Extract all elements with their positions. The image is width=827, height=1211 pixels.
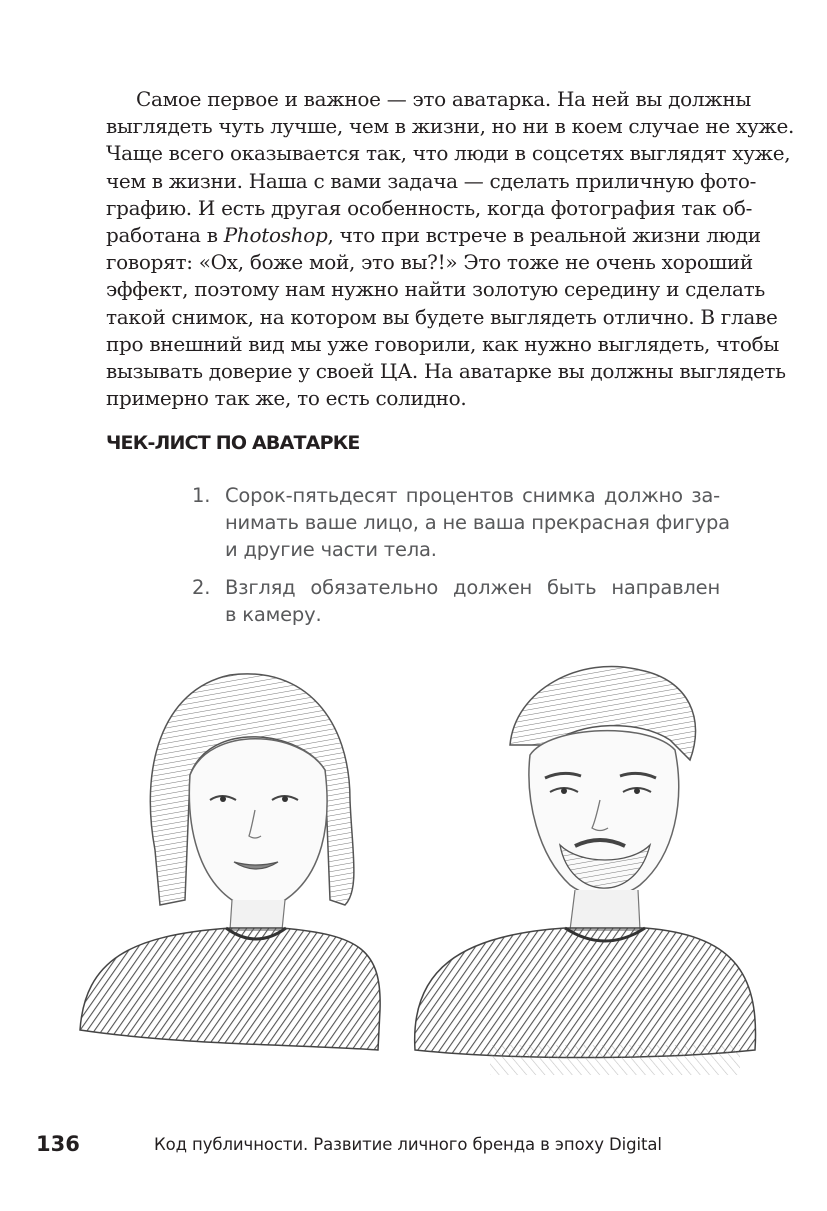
man-portrait: [415, 667, 756, 1075]
paragraph-line: Чаще всего оказывается так, что люди в соцсетях выглядят хуже,: [106, 141, 791, 166]
paragraph-line: вызывать доверие у своей ЦА. На аватарке вы должны выглядеть: [106, 359, 786, 384]
checklist: [192, 482, 730, 639]
man-pupil-right: [634, 788, 640, 794]
list-item-line: Сорок-пятьдесят процентов снимка должно за-: [225, 484, 720, 507]
paragraph-line: говорят: «Ох, боже мой, это вы?!» Это тоже не очень хороший: [106, 250, 753, 275]
body-paragraph: [106, 86, 795, 412]
paragraph-fragment: , что при встрече в реальной жизни люди: [327, 223, 761, 248]
portrait-sketch-illustration: [60, 650, 760, 1090]
list-item-line: и другие части тела.: [225, 538, 437, 561]
woman-neck: [230, 900, 285, 930]
page-number: 136: [36, 1132, 80, 1156]
paragraph-line: выглядеть чуть лучше, чем в жизни, но ни в коем случае не хуже.: [106, 114, 795, 139]
paragraph-line: графию. И есть другая особенность, когда фотография так об-: [106, 195, 753, 220]
checklist-heading: ЧЕК-ЛИСТ ПО АВАТАРКЕ: [106, 432, 360, 454]
woman-sweater: [80, 928, 380, 1050]
paragraph-line: Самое первое и важное — это аватарка. На ней вы должны: [136, 87, 751, 111]
man-pupil-left: [561, 788, 567, 794]
man-shirt: [415, 928, 756, 1058]
paragraph-line-mixed: [106, 222, 761, 249]
paragraph-line: примерно так же, то есть солидно.: [106, 386, 467, 411]
woman-pupil-right: [282, 796, 288, 802]
paragraph-line: про внешний вид мы уже говорили, как нужно выглядеть, чтобы: [106, 331, 779, 356]
list-item-line: Взгляд обязательно должен быть направлен: [225, 576, 720, 599]
shading-speckle: [490, 1045, 740, 1075]
paragraph-fragment: работана в: [106, 223, 224, 248]
paragraph-line: чем в жизни. Наша с вами задача — сделать приличную фото-: [106, 168, 757, 193]
running-footer-title: Код публичности. Развитие личного бренда в эпоху Digital: [154, 1135, 662, 1154]
paragraph-line: эффект, поэтому нам нужно найти золотую середину и сделать: [106, 277, 766, 302]
woman-pupil-left: [220, 796, 226, 802]
list-item-number: 1.: [192, 484, 211, 507]
woman-portrait: [80, 674, 380, 1050]
woman-face: [189, 739, 327, 909]
list-item-line: нимать ваше лицо, а не ваша прекрасная фигура: [225, 511, 730, 534]
list-item: [192, 574, 720, 628]
list-item-line: в камеру.: [225, 603, 322, 626]
paragraph-line: такой снимок, на котором вы будете выглядеть отлично. В главе: [106, 304, 778, 329]
photoshop-term: Photoshop: [223, 223, 328, 248]
man-neck: [570, 890, 640, 930]
list-item-number: 2.: [192, 576, 211, 599]
list-item: [192, 482, 730, 563]
